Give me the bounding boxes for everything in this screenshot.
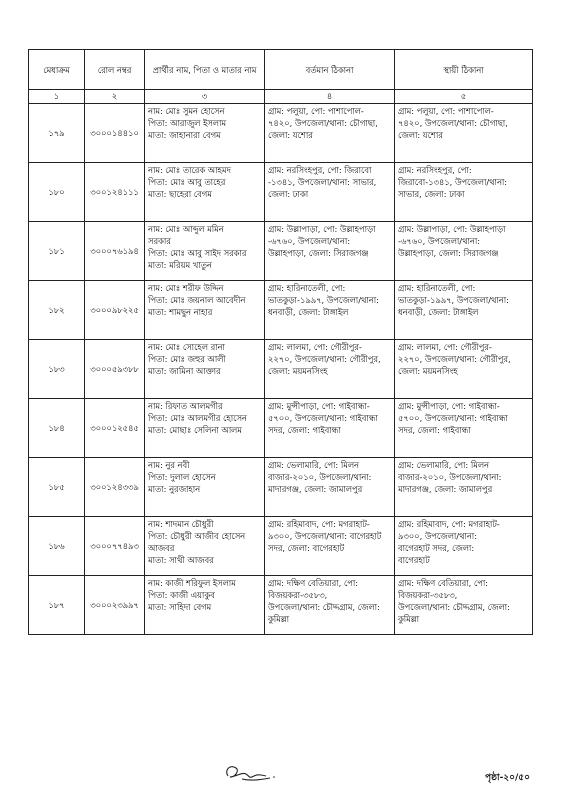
name-line: মাতা: মরিয়ম খাতুন (148, 260, 212, 270)
permanent-line: ৫৭০০, উপজেলা/থানা: গাইবান্ধা (398, 413, 508, 423)
permanent-line: কুমিল্লা (398, 614, 420, 624)
permanent-address-cell (395, 458, 533, 517)
name-line: পিতা: মোঃ আবু সাইদ সরকার (148, 248, 247, 258)
permanent-line: গ্রাম: মুন্সীপাড়া, পো: গাইবান্ধা- (398, 401, 500, 411)
present-line: গ্রাম: পলুয়া, পো: পাশাপোল- (268, 106, 364, 116)
present-line: গ্রাম: রহিমাবাদ, পো: মগরাহাট- (268, 519, 370, 529)
name-line: পিতা: মোঃ আবু তাহের (148, 177, 226, 187)
applicant-name-cell (145, 222, 265, 281)
roll-cell: ৩০০১২৪১১১ (85, 163, 145, 222)
present-line: গ্রাম: ভেলামারি, পো: মিলন (268, 460, 359, 470)
name-line: আজবর (148, 543, 175, 553)
name-line: নাম: মোঃ সুমন হোসেন (148, 106, 225, 116)
permanent-address-cell (395, 576, 533, 635)
table-row (29, 576, 533, 635)
header-name: প্রার্থীর নাম, পিতা ও মাতার নাম (145, 50, 265, 90)
present-line: গ্রাম: মুন্সীপাড়া, পো: গাইবান্ধা- (268, 401, 370, 411)
permanent-line: গ্রাম: ভেলামারি, পো: মিলন (398, 460, 489, 470)
present-address-cell (265, 399, 395, 458)
table-row (29, 104, 533, 163)
roll-cell: ৩০০০২৩৯৯৭ (85, 576, 145, 635)
present-address-cell (265, 576, 395, 635)
header-present-address: বর্তমান ঠিকানা (265, 50, 395, 90)
present-line: বিজয়করা-৩৫৮৩, (268, 590, 328, 600)
name-line: মাতা: মোছাঃ সেলিনা আলম (148, 425, 242, 435)
permanent-line: বাগেরহাট সদর, জেলা: (398, 543, 475, 553)
roll-cell: ৩০০০৭৬১৯৪ (85, 222, 145, 281)
permanent-address-cell (395, 163, 533, 222)
table-row (29, 399, 533, 458)
name-line: সরকার (148, 236, 171, 246)
name-line: মাতা: শামছুন নাহার (148, 307, 213, 317)
table-row (29, 222, 533, 281)
present-line: -১৩৪১, উপজেলা/থানা: সাভার, (268, 177, 377, 187)
permanent-line: ৯৩০০, উপজেলা/থানা: (398, 531, 478, 541)
col-number: ২ (85, 90, 145, 104)
applicant-name-cell (145, 163, 265, 222)
present-line: জেলা: যশোর (268, 130, 313, 140)
name-line: নাম: মোঃ সোহেল রানা (148, 342, 225, 352)
permanent-line: বাজার-২০১০, উপজেলা/থানা: (398, 472, 502, 482)
name-line: পিতা: দুলাল হোসেন (148, 472, 216, 482)
present-address-cell (265, 222, 395, 281)
table-body (29, 104, 533, 635)
permanent-line: গ্রাম: রহিমাবাদ, পো: মগরাহাট- (398, 519, 500, 529)
header-serial: মেধাক্রম (29, 50, 85, 90)
permanent-line: জেলা: ময়মনসিংহ (398, 366, 458, 376)
present-address-cell (265, 458, 395, 517)
name-line: মাতা: সাথী আজবর (148, 555, 214, 565)
permanent-line: উপজেলা/থানা: চৌদ্দগ্রাম, জেলা: (398, 602, 510, 612)
name-line: নাম: মোঃ শরীফ উদ্দিন (148, 283, 224, 293)
col-number: ৫ (395, 90, 533, 104)
name-line: মাতা: জাহানারা বেগম (148, 130, 221, 140)
name-line: নাম: নুর নবী (148, 460, 190, 470)
table-row (29, 163, 533, 222)
permanent-line: জিরাবো-১৩৪১, উপজেলা/থানা: (398, 177, 508, 187)
present-address-cell (265, 163, 395, 222)
name-line: নাম: শাদমান চৌধুরী (148, 519, 214, 529)
name-line: মাতা: ছাহেরা বেগম (148, 189, 212, 199)
present-address-cell (265, 340, 395, 399)
present-line: ভাতকুড়া-১৯৯৭, উপজেলা/থানা: (268, 295, 379, 305)
roll-cell: ৩০০০৫৯৩৮৮ (85, 340, 145, 399)
permanent-line: সাভার, জেলা: ঢাকা (398, 189, 465, 199)
permanent-line: জেলা: যশোর (398, 130, 443, 140)
present-line: ৭৪২০, উপজেলা/থানা: চৌগাছা, (268, 118, 378, 128)
name-line: পিতা: মোঃ জহুর আলী (148, 354, 226, 364)
present-address-cell (265, 104, 395, 163)
permanent-line: মাদারগঞ্জ, জেলা: জামালপুর (398, 484, 493, 494)
table-row (29, 458, 533, 517)
present-line: বাজার-২০১০, উপজেলা/থানা: (268, 472, 372, 482)
applicant-name-cell (145, 281, 265, 340)
present-line: গ্রাম: দক্ষিণ বেতিয়ারা, পো: (268, 578, 359, 588)
header-roll: রোল নম্বর (85, 50, 145, 90)
present-line: জেলা: ঢাকা (268, 189, 309, 199)
present-line: ২২৭০, উপজেলা/থানা: গৌরীপুর, (268, 354, 381, 364)
col-number: ৪ (265, 90, 395, 104)
applicant-name-cell (145, 399, 265, 458)
present-line: উপজেলা/থানা: চৌদ্দগ্রাম, জেলা: (268, 602, 380, 612)
present-line: কুমিল্লা (268, 614, 290, 624)
serial-cell: ১৭৯ (29, 104, 85, 163)
permanent-line: গ্রাম: পলুয়া, পো: পাশাপোল- (398, 106, 494, 116)
applicant-name-cell (145, 517, 265, 576)
name-line: পিতা: মোঃ জয়নাল আবেদীন (148, 295, 246, 305)
permanent-address-cell (395, 517, 533, 576)
permanent-address-cell (395, 281, 533, 340)
permanent-line: সদর, জেলা: গাইবান্ধা (398, 425, 471, 435)
name-line: নাম: মোঃ তারেক আহমদ (148, 165, 231, 175)
permanent-line: গ্রাম: দক্ষিণ বেতিয়ারা, পো: (398, 578, 489, 588)
present-line: সদর, জেলা: বাগেরহাট (268, 543, 345, 553)
present-line: ধনবাড়ী, জেলা: টাঙ্গাইল (268, 307, 349, 317)
permanent-address-cell (395, 104, 533, 163)
permanent-line: ধনবাড়ী, জেলা: টাঙ্গাইল (398, 307, 479, 317)
name-line: পিতা: আরাজুল ইসলাম (148, 118, 226, 128)
present-line: সদর, জেলা: গাইবান্ধা (268, 425, 341, 435)
permanent-address-cell (395, 340, 533, 399)
present-line: ৫৭০০, উপজেলা/থানা: গাইবান্ধা (268, 413, 378, 423)
present-address-cell (265, 517, 395, 576)
page-number: পৃষ্ঠা-২০/৫০ (484, 773, 530, 783)
roll-cell: ৩০০০৭৭৪৯৩ (85, 517, 145, 576)
present-line: জেলা: ময়মনসিংহ (268, 366, 328, 376)
name-line: নাম: রিফাত আলমগীর (148, 401, 223, 411)
roll-cell: ৩০০১২৪৩৩৯ (85, 458, 145, 517)
present-line: গ্রাম: লালমা, পো: গৌরীপুর- (268, 342, 362, 352)
table-row (29, 281, 533, 340)
serial-cell: ১৮০ (29, 163, 85, 222)
col-number: ১ (29, 90, 85, 104)
roll-cell: ৩০০০৯৮২২৫ (85, 281, 145, 340)
present-line: গ্রাম: উল্লাপাড়া, পো: উল্লাহপাড়া (268, 224, 376, 234)
name-line: মাতা: নুরজাহান (148, 484, 201, 494)
permanent-line: ২২৭০, উপজেলা/থানা: গৌরীপুর, (398, 354, 511, 364)
table-row (29, 340, 533, 399)
applicant-name-cell (145, 340, 265, 399)
signature-mark (220, 760, 280, 784)
permanent-line: ভাতকুড়া-১৯৯৭, উপজেলা/থানা: (398, 295, 509, 305)
column-number-row (29, 90, 533, 104)
permanent-line: বিজয়করা-৩৫৮৩, (398, 590, 458, 600)
permanent-line: বাগেরহাট (398, 555, 430, 565)
present-line: গ্রাম: নরসিংহপুর, পো: জিরাবো (268, 165, 372, 175)
roll-cell: ৩০০০১২৫৪৫ (85, 399, 145, 458)
name-line: মাতা: সাহিদা বেগম (148, 602, 212, 612)
merit-list-table (28, 49, 533, 635)
applicant-name-cell (145, 576, 265, 635)
name-line: পিতা: মোঃ আলমগীর হোসেন (148, 413, 247, 423)
col-number: ৩ (145, 90, 265, 104)
name-line: নাম: মোঃ আব্দুল মমিন (148, 224, 224, 234)
serial-cell: ১৮৪ (29, 399, 85, 458)
table-row (29, 517, 533, 576)
serial-cell: ১৮৬ (29, 517, 85, 576)
serial-cell: ১৮২ (29, 281, 85, 340)
present-line: ৯৩০০, উপজেলা/থানা: বাগেরহাট (268, 531, 382, 541)
present-line: মাদারগঞ্জ, জেলা: জামালপুর (268, 484, 363, 494)
name-line: মাতা: জামিনা আক্তার (148, 366, 221, 376)
serial-cell: ১৮১ (29, 222, 85, 281)
permanent-address-cell (395, 399, 533, 458)
present-address-cell (265, 281, 395, 340)
permanent-line: ৭৪২০, উপজেলা/থানা: চৌগাছা, (398, 118, 508, 128)
header-row (29, 50, 533, 90)
serial-cell: ১৮৫ (29, 458, 85, 517)
permanent-line: গ্রাম: লালমা, পো: গৌরীপুর- (398, 342, 492, 352)
permanent-line: -৬৭৬০, উপজেলা/থানা: (398, 236, 481, 246)
permanent-line: গ্রাম: উল্লাপাড়া, পো: উল্লাহপাড়া (398, 224, 506, 234)
serial-cell: ১৮৩ (29, 340, 85, 399)
header-permanent-address: স্থায়ী ঠিকানা (395, 50, 533, 90)
present-line: -৬৭৬০, উপজেলা/থানা: (268, 236, 351, 246)
permanent-address-cell (395, 222, 533, 281)
permanent-line: উল্লাহপাড়া, জেলা: সিরাজগঞ্জ (398, 248, 499, 258)
present-line: উল্লাহপাড়া, জেলা: সিরাজগঞ্জ (268, 248, 369, 258)
name-line: নাম: কাজী শরিফুল ইসলাম (148, 578, 236, 588)
applicant-name-cell (145, 458, 265, 517)
name-line: পিতা: কাজী এয়াকুব (148, 590, 215, 600)
present-line: গ্রাম: হারিনাতেলী, পো: (268, 283, 346, 293)
applicant-name-cell (145, 104, 265, 163)
permanent-line: গ্রাম: হারিনাতেলী, পো: (398, 283, 476, 293)
roll-cell: ৩০০০১৪৪১০ (85, 104, 145, 163)
serial-cell: ১৮৭ (29, 576, 85, 635)
name-line: পিতা: চৌধুরী আজীব হোসেন (148, 531, 246, 541)
permanent-line: গ্রাম: নরসিংহপুর, পো: (398, 165, 472, 175)
